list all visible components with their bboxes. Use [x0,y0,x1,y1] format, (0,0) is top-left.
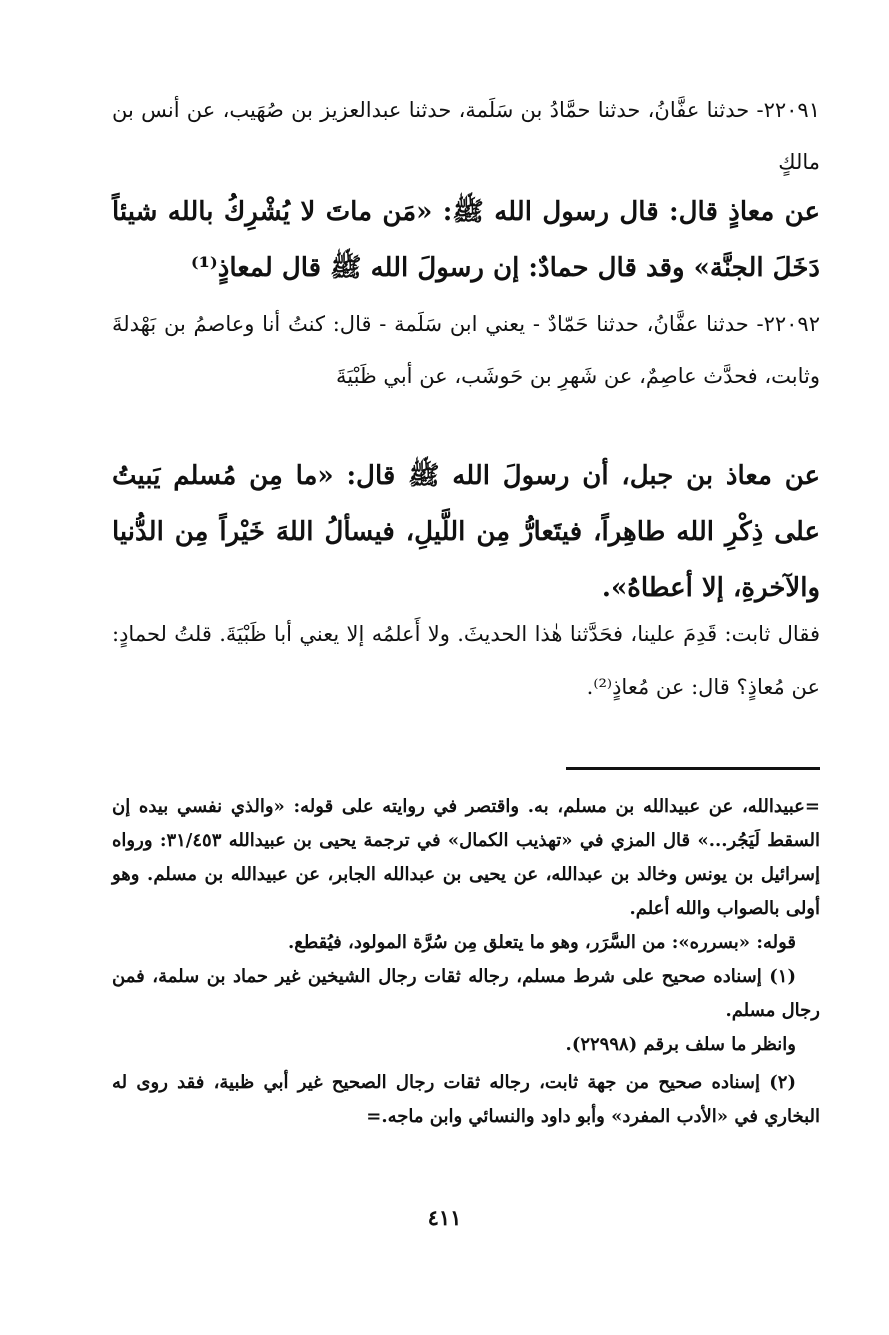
footnote-continuation: =عبيدالله، عن عبيدالله بن مسلم، به. واقتصر في روايته على قوله: «والذي نفسي بيده إن السقط لَيَجُر...» قال المزي في «تهذيب الكمال» في ترجمة يحيى بن عبيدالله ٣١/٤٥٣: ورواه إسرائيل بن يونس وخالد بن عبدالله، عن يحيى بن عبدالله الجابر، عن عبيدالله بن مسلم. وهو أولى بالصواب والله أعلم. [112,796,821,919]
hadith-22092-matn: عن معاذ بن جبل، أن رسولَ الله ﷺ قال: «ما مِن مُسلم يَبيتُ على ذِكْرِ الله طاهِراً، فيتَعارُّ مِن اللَّيلِ، فيسألُ اللهَ خَيْراً مِن الدُّنيا والآخرةِ، إلا أعطاهُ». [112,461,820,603]
page-number: ٤١١ [427,1205,462,1230]
footnote-gloss: قوله: «بسرره»: من السَّرَر، وهو ما يتعلق مِن سُرَّة المولود، فيُقطع. [288,932,796,953]
footnotes [112,790,820,1134]
hadith-22091-isnad: ٢٢٠٩١- حدثنا عفَّانُ، حدثنا حمَّادُ بن سَلَمة، حدثنا عبدالعزيز بن صُهَيب، عن أنس بن مالكٍ [112,98,820,174]
footnote-separator [566,767,820,770]
hadith-22091-matn: عن معاذٍ قال: قال رسول الله ﷺ: «مَن ماتَ لا يُشْرِكُ بالله شيئاً دَخَلَ الجنَّة» وقد قال حمادٌ: إن رسولَ الله ﷺ قال لمعاذٍ⁽¹⁾ [112,197,820,283]
footnote-2: (٢) إسناده صحيح من جهة ثابت، رجاله ثقات رجال الصحيح غير أبي ظبية، فقد روى له البخاري في «الأدب المفرد» وأبو داود والنسائي وابن ماجه.= [112,1072,820,1127]
hadith-22092-isnad: ٢٢٠٩٢- حدثنا عفَّانُ، حدثنا حَمّادٌ - يعني ابن سَلَمة - قال: كنتُ أنا وعاصمُ بن بَهْدلةَ وثابت، فحدَّث عاصِمٌ، عن شَهرِ بن حَوشَب، عن أبي ظَبْيَةَ [112,312,820,388]
footnote-1: (١) إسناده صحيح على شرط مسلم، رجاله ثقات رجال الشيخين غير حماد بن سلمة، فمن رجال مسلم. [112,966,820,1021]
footnote-1-crossref: وانظر ما سلف برقم (٢٢٩٩٨). [565,1034,796,1055]
hadith-22092-comment: فقال ثابت: قَدِمَ علينا، فحَدَّثنا هٰذا الحديثَ. ولا أَعلمُه إلا يعني أبا ظَبْيَةَ. قلتُ لحمادٍ: عن مُعاذٍ؟ قال: عن مُعاذٍ⁽²⁾. [112,622,820,699]
